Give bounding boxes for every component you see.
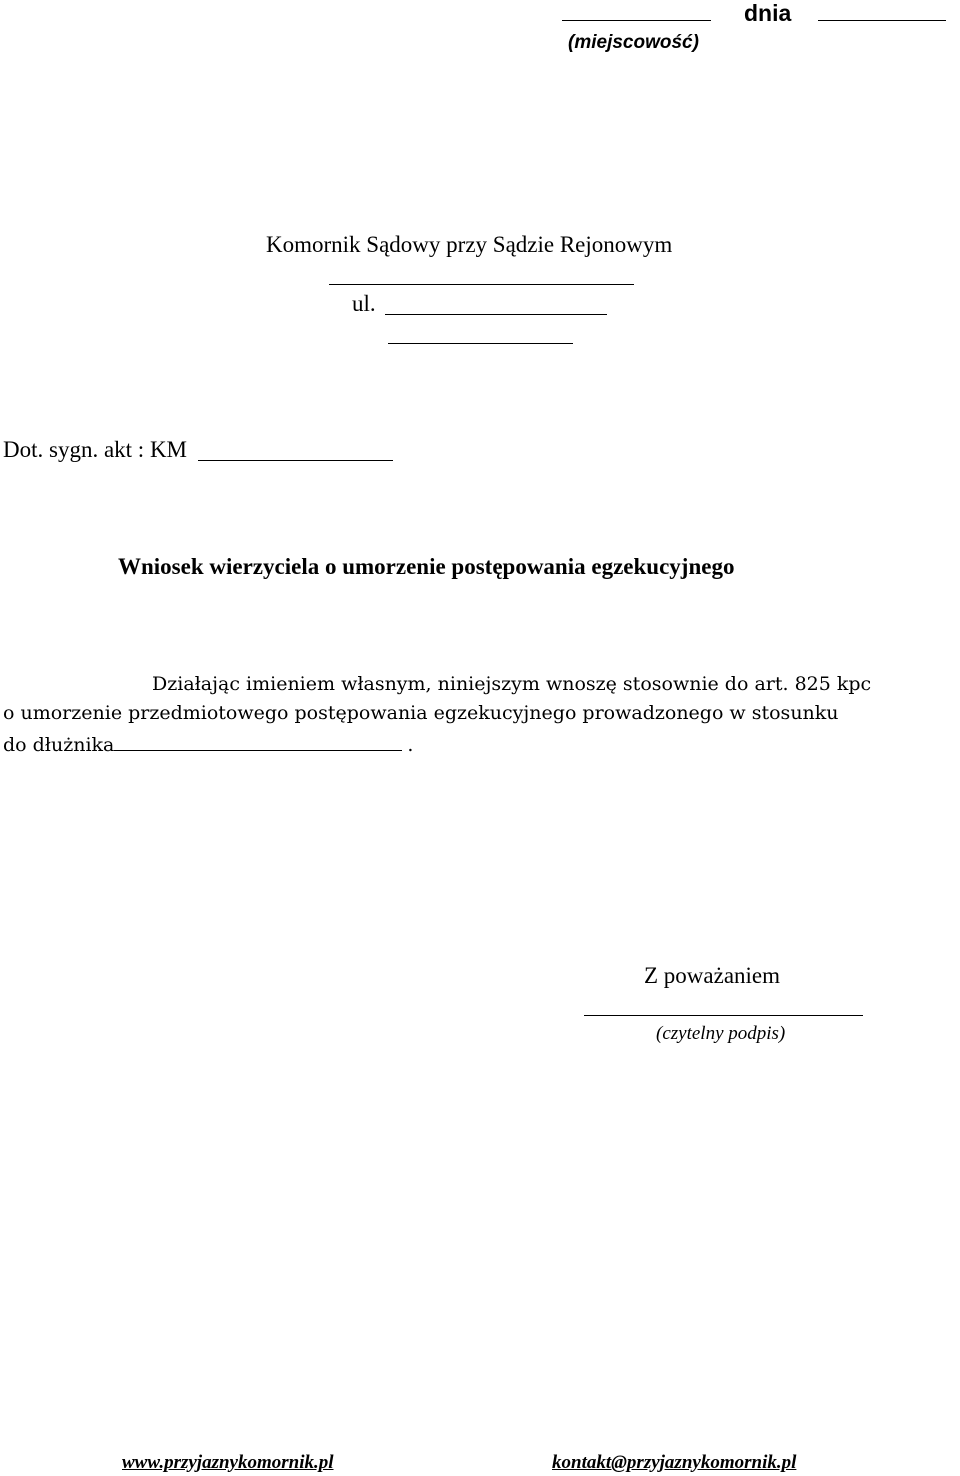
street-blank[interactable]: [385, 314, 607, 315]
body-line-3: [3, 731, 413, 756]
signature-caption: (czytelny podpis): [656, 1023, 786, 1044]
debtor-label: do dłużnika: [3, 734, 115, 756]
street-label: ul.: [352, 291, 376, 316]
date-label: dnia: [744, 0, 792, 26]
place-caption: (miejscowość): [568, 32, 699, 53]
document-title: Wniosek wierzyciela o umorzenie postępowania egzekucyjnego: [118, 554, 735, 579]
closing-greeting: Z poważaniem: [644, 963, 781, 988]
debtor-name-blank[interactable]: [114, 731, 402, 751]
city-blank[interactable]: [388, 343, 573, 344]
addressee-title: Komornik Sądowy przy Sądzie Rejonowym: [266, 232, 673, 257]
case-number-blank[interactable]: [198, 460, 393, 461]
body-line-2: o umorzenie przedmiotowego postępowania egzekucyjnego prowadzonego w stosunku: [3, 702, 839, 724]
date-blank[interactable]: [818, 20, 946, 21]
footer-website-link[interactable]: www.przyjaznykomornik.pl: [122, 1452, 334, 1473]
period: .: [407, 734, 414, 756]
footer-email-link[interactable]: kontakt@przyjaznykomornik.pl: [552, 1452, 797, 1473]
place-blank[interactable]: [562, 20, 711, 21]
body-line-1: Działając imieniem własnym, niniejszym wnoszę stosownie do art. 825 kpc: [152, 673, 872, 695]
case-reference: Dot. sygn. akt : KM: [3, 437, 187, 462]
court-name-blank[interactable]: [329, 284, 634, 285]
signature-blank[interactable]: [584, 1015, 863, 1016]
